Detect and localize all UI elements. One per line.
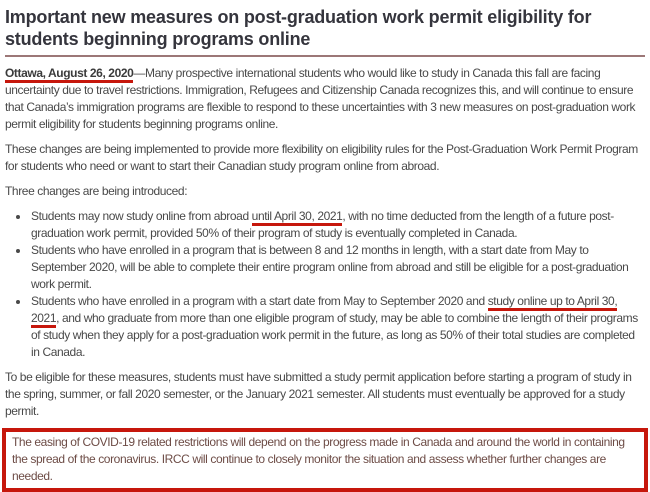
text-run: Three changes are being introduced:: [5, 184, 188, 198]
text-run: Students who have enrolled in a program with a start date from May to September 2020 and: [31, 294, 488, 308]
list-item-study-online-abroad: [30, 208, 645, 242]
text-run: , and who graduate from more than one eligible program of study, may be able to combine the length of their programs of study when they apply for a post-graduation work permit in the future, as long as 50% of their total studies are completed in Canada.: [31, 311, 638, 359]
text-run: These changes are being implemented to provide more flexibility on eligibility rules for the Post-Graduation Work Permit Program for students who need or want to start their Canadian study program online from abroad.: [5, 142, 638, 173]
red-underline-annotation: until April 30, 2021: [252, 209, 343, 226]
intro-paragraph: [5, 65, 645, 133]
implementation-paragraph: [5, 141, 645, 175]
red-underline-annotation: study online up to April 30, 2021: [31, 294, 617, 328]
page-title: Important new measures on post-graduation work permit eligibility for students beginning programs online: [5, 7, 592, 49]
title-divider: [5, 55, 645, 57]
list-item-combine-programs: [30, 293, 645, 361]
lead-in-paragraph: [5, 183, 645, 200]
covid-note-box: [2, 428, 648, 492]
red-underline-annotation: Ottawa, August 26, 2020: [5, 66, 133, 83]
changes-list: [5, 208, 645, 361]
covid-note-paragraph: [12, 434, 638, 485]
text-run: The easing of COVID-19 related restrictions will depend on the progress made in Canada and around the world in containing the spread of the coronavirus. IRCC will continue to closely monitor the situation and assess whether further changes are needed.: [12, 435, 625, 483]
list-item-8-12-month-programs: [30, 242, 645, 293]
text-run: , with no time deducted from the length of a future post-graduation work permit, provided 50% of their program of study is eventually completed in Canada.: [31, 209, 614, 240]
text-run: Students who have enrolled in a program that is between 8 and 12 months in length, with a start date from May to September 2020, will be able to complete their entire program online from abroad and still be eligible for a post-graduation work permit.: [31, 243, 629, 291]
eligibility-paragraph: [5, 369, 645, 420]
text-run: To be eligible for these measures, students must have submitted a study permit application before starting a program of study in the spring, summer, or fall 2020 semester, or the January 2021 semester. All students must eventually be approved for a study permit.: [5, 370, 632, 418]
text-run: —Many prospective international students who would like to study in Canada this fall are facing uncertainty due to travel restrictions. Immigration, Refugees and Citizenship Canada recognizes this, and will continue to ensure that Canada’s immigration programs are flexible to respond to these uncertainties with 3 new measures on post-graduation work permit eligibility for students beginning programs online.: [5, 66, 636, 131]
text-run: Students may now study online from abroad: [31, 209, 252, 223]
